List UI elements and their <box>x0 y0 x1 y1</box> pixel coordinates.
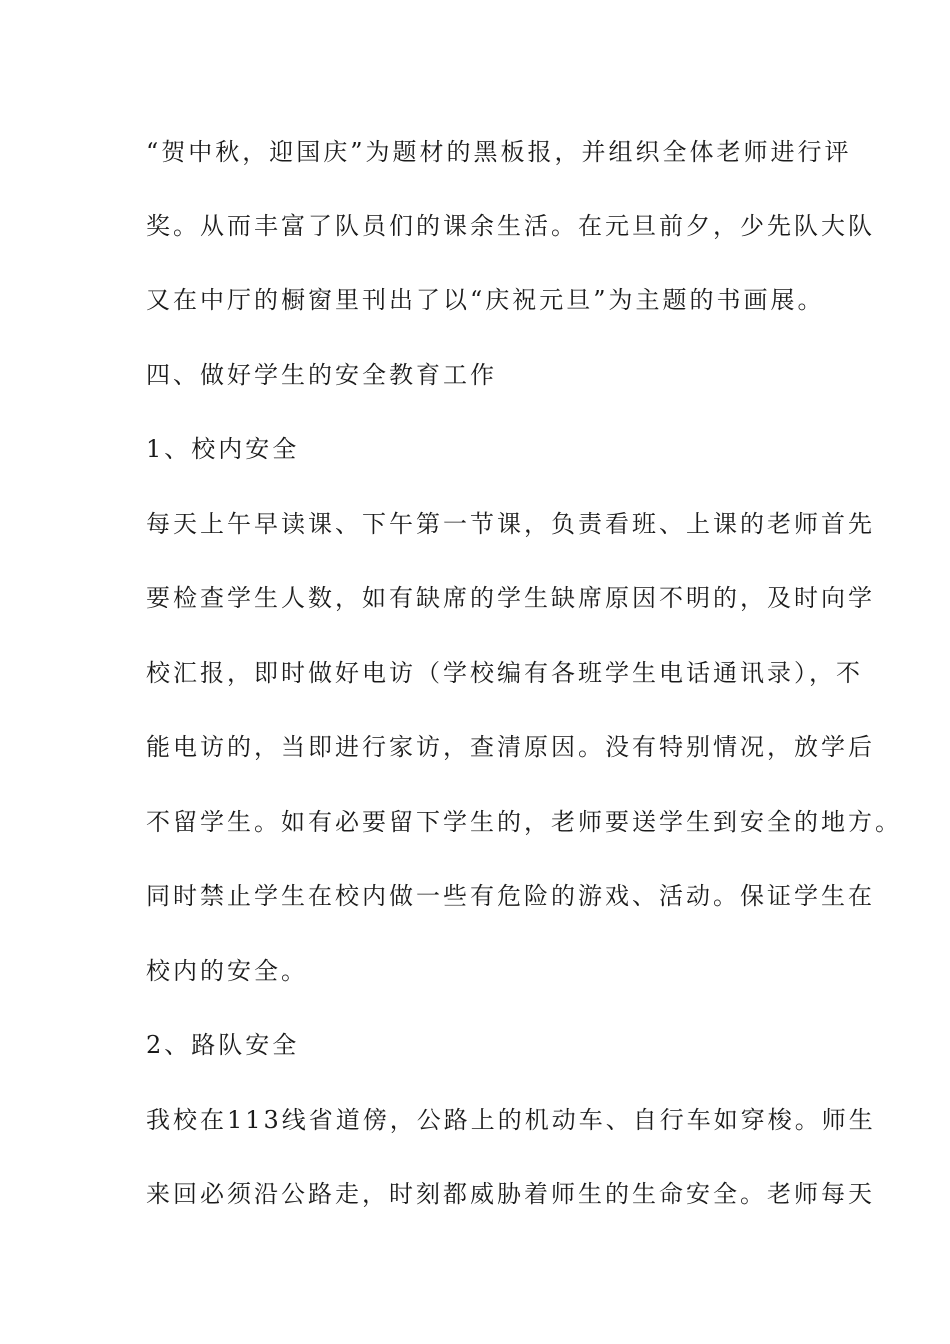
text-line: 不留学生。如有必要留下学生的，老师要送学生到安全的地方。 <box>146 808 902 836</box>
text-line: 我校在113线省道傍，公路上的机动车、自行车如穿梭。师生 <box>146 1106 876 1134</box>
text-line: 奖。从而丰富了队员们的课余生活。在元旦前夕，少先队大队 <box>146 212 875 240</box>
text-line: 又在中厅的橱窗里刊出了以“庆祝元旦”为主题的书画展。 <box>146 286 825 314</box>
section-heading: 四、做好学生的安全教育工作 <box>146 361 497 389</box>
subsection-heading: 2、路队安全 <box>146 1031 300 1059</box>
text-line: 要检查学生人数，如有缺席的学生缺席原因不明的，及时向学 <box>146 584 875 612</box>
text-line: “贺中秋，迎国庆”为题材的黑板报，并组织全体老师进行评 <box>146 138 852 166</box>
text-line: 校内的安全。 <box>146 957 308 985</box>
subsection-heading: 1、校内安全 <box>146 435 300 463</box>
text-line: 来回必须沿公路走，时刻都威胁着师生的生命安全。老师每天 <box>146 1180 875 1208</box>
text-line: 校汇报，即时做好电访（学校编有各班学生电话通讯录），不 <box>146 659 863 687</box>
text-line: 每天上午早读课、下午第一节课，负责看班、上课的老师首先 <box>146 510 875 538</box>
text-line: 能电访的，当即进行家访，查清原因。没有特别情况，放学后 <box>146 733 875 761</box>
text-line: 同时禁止学生在校内做一些有危险的游戏、活动。保证学生在 <box>146 882 875 910</box>
